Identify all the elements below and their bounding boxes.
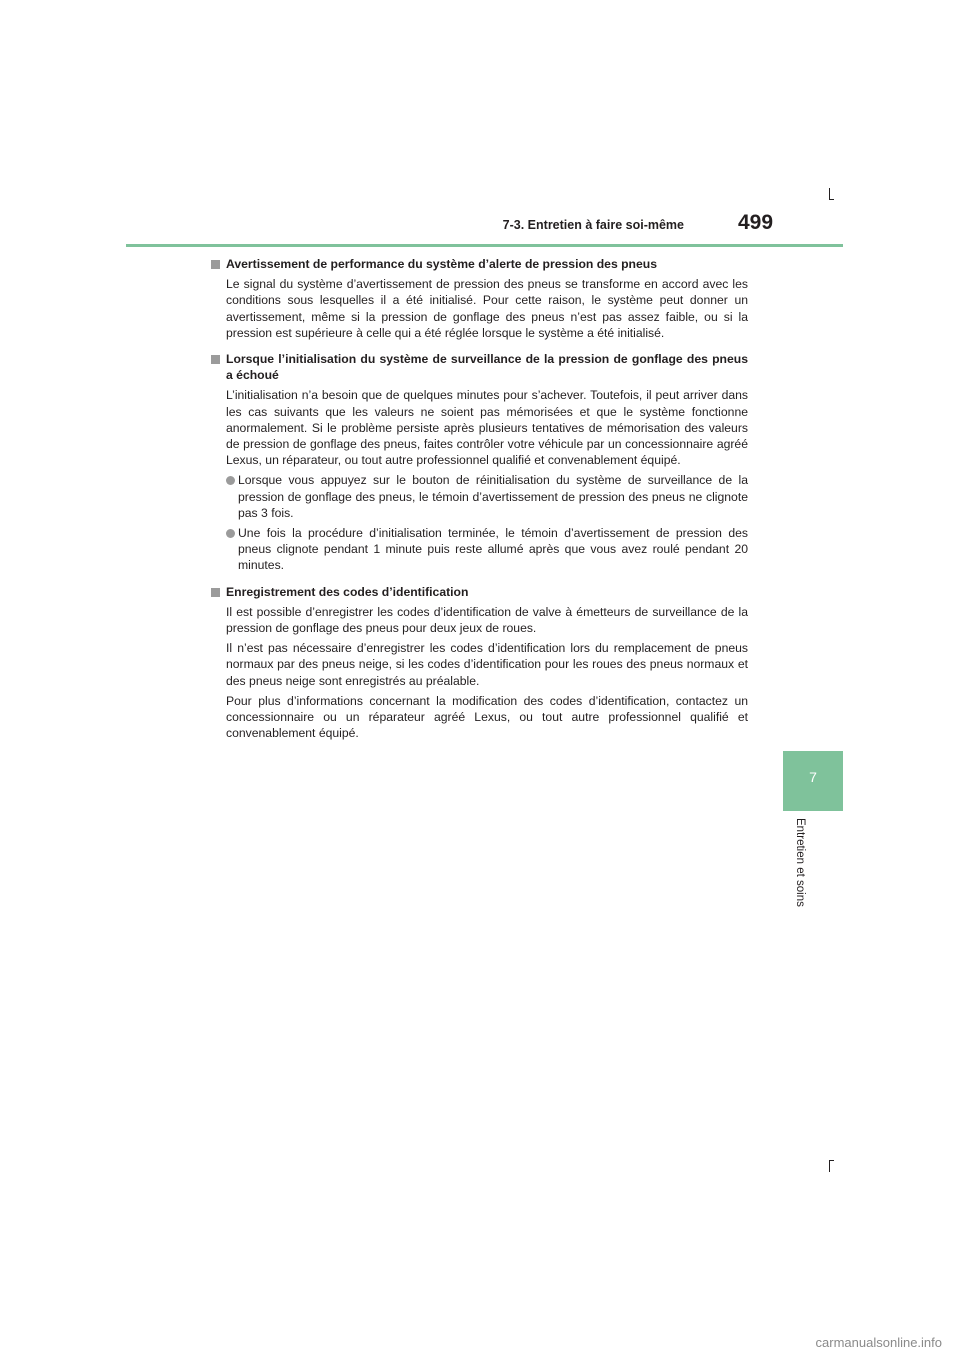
paragraph: L’initialisation n’a besoin que de quelques minutes pour s’achever. Toutefois, il peut arriver dans les cas suivants que les valeurs ne soient pas mémorisées et que le système fonctionne anormalement. Si le problème persiste après plusieurs tentatives de mémorisation des valeurs de pression de gonflage des pneus, faites contrôler votre véhicule par un concessionnaire agréé Lexus, un réparateur, ou tout autre professionnel qualifié et convenablement équipé.	[226, 388, 748, 468]
watermark: carmanualsonline.info	[815, 1335, 942, 1350]
chapter-number: 7	[809, 769, 817, 785]
square-bullet-icon	[211, 260, 220, 269]
paragraph: Pour plus d’informations concernant la modification des codes d’identification, contactez un concessionnaire ou un réparateur agréé Lexus, ou tout autre professionnel qualifié et convenablement équipé.	[226, 693, 748, 741]
chapter-label: Entretien et soins	[794, 818, 806, 907]
header-rule	[126, 244, 843, 247]
section-title: Lorsque l’initialisation du système de surveillance de la pression de gonflage des pneus a échoué	[211, 351, 748, 383]
square-bullet-icon	[211, 355, 220, 364]
section-title: Enregistrement des codes d’identification	[211, 584, 748, 600]
square-bullet-icon	[211, 588, 220, 597]
section-title: Avertissement de performance du système d’alerte de pression des pneus	[211, 256, 748, 272]
page-number: 499	[738, 211, 774, 234]
paragraph: Il est possible d’enregistrer les codes d’identification de valve à émetteurs de surveillance de la pression de gonflage des pneus pour deux jeux de roues.	[226, 604, 748, 636]
paragraph: Le signal du système d’avertissement de pression des pneus se transforme en accord avec les conditions sous lesquelles il a été initialisé. Pour cette raison, le système peut donner un avertissement, même si la pression de gonflage des pneus n’est pas assez faible, ou si la pression est supérieure à celle qui a été réglée lorsque le système a été initialisé.	[226, 277, 748, 340]
crop-mark-bottom-tick	[829, 1160, 834, 1161]
crop-mark-bottom	[829, 1160, 830, 1172]
paragraph: Il n’est pas nécessaire d’enregistrer les codes d’identification lors du remplacement de pneus normaux par des pneus neige, si les codes d’identification pour les roues des pneus normaux et des pneus neige sont enregistrés au préalable.	[226, 641, 748, 688]
crop-mark-top-tick	[829, 199, 834, 200]
circle-bullet-icon	[226, 529, 235, 538]
list-item: Lorsque vous appuyez sur le bouton de réinitialisation du système de surveillance de la pression de gonflage des pneus, le témoin d’avertissement de pression des pneus ne clignote pas 3 fois.	[211, 472, 748, 521]
circle-bullet-icon	[226, 476, 235, 485]
list-item: Une fois la procédure d’initialisation terminée, le témoin d’avertissement de pression des pneus clignote pendant 1 minute puis reste allumé après que vous avez roulé pendant 20 minutes.	[211, 525, 748, 574]
section-header: 7-3. Entretien à faire soi-même	[502, 218, 684, 232]
page-content	[211, 256, 748, 745]
